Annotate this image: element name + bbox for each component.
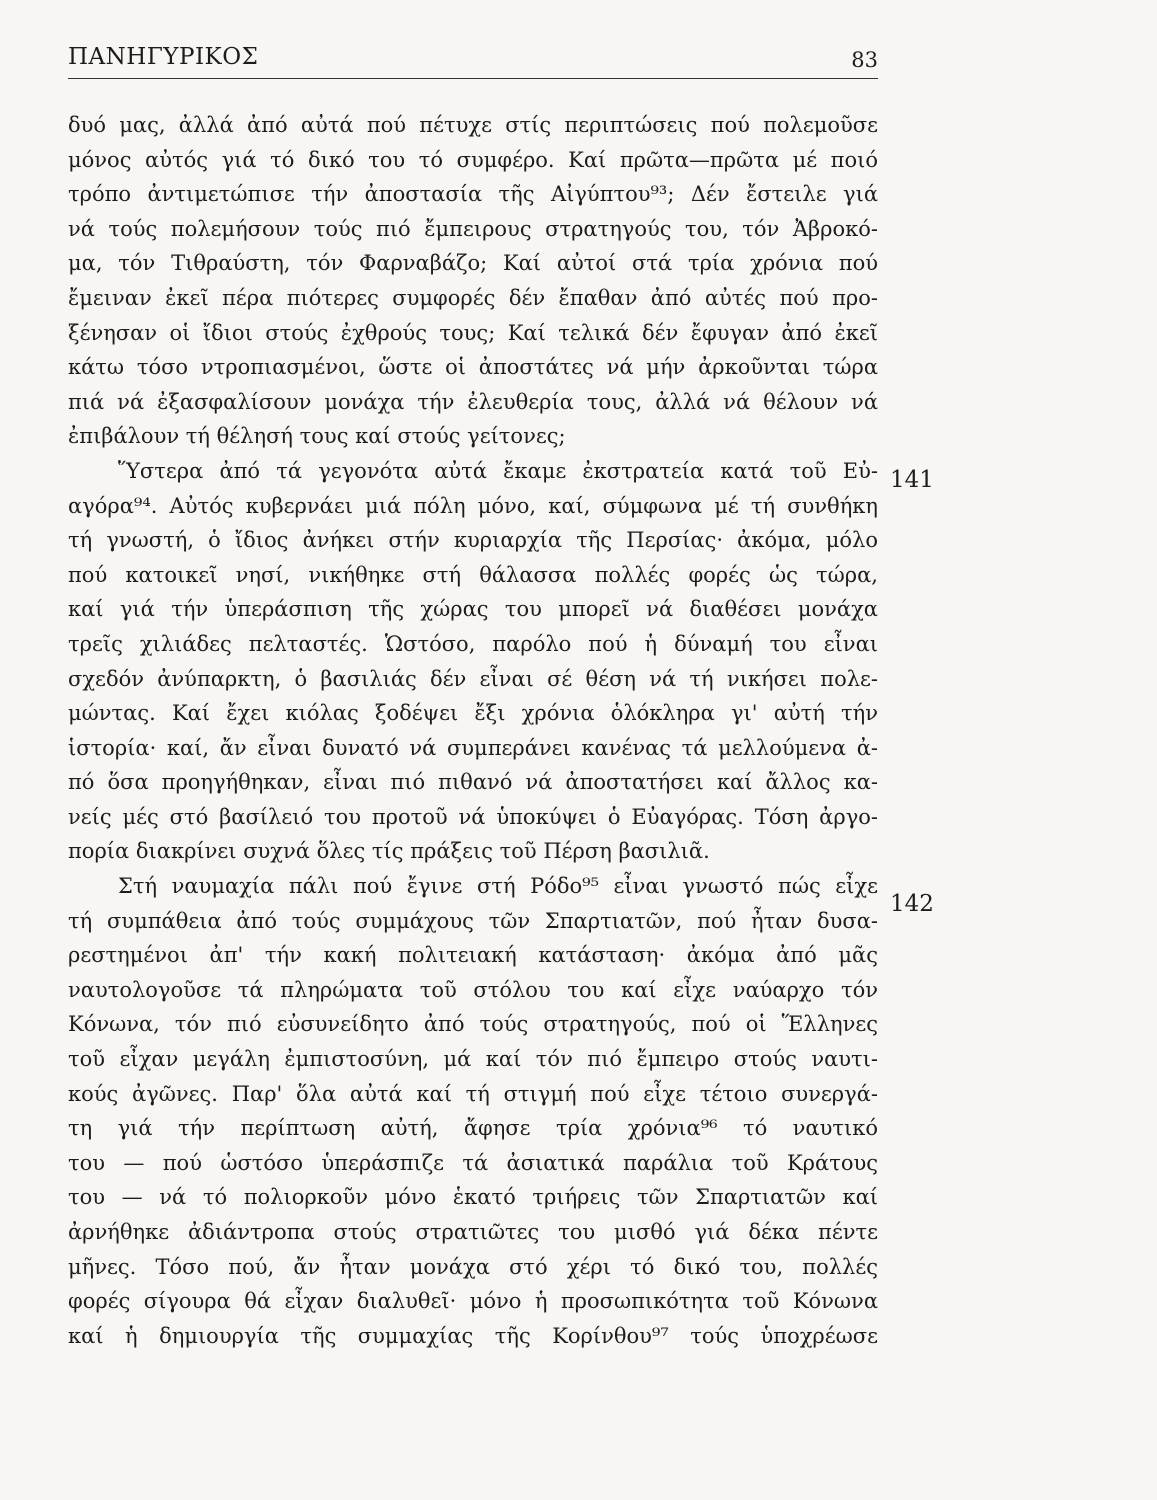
text-line: μόνος αὐτός γιά τό δικό του τό συμφέρο. Καί πρῶτα—πρῶτα μέ ποιό bbox=[68, 147, 878, 172]
running-title: ΠΑΝΗΓΥΡΙΚΟΣ bbox=[68, 44, 259, 70]
text-line: ξένησαν οἱ ἴδιοι στούς ἐχθρούς τους; Καί τελικά δέν ἔφυγαν ἀπό ἐκεῖ bbox=[68, 320, 878, 345]
section-number: 141 bbox=[890, 467, 934, 493]
text-line: ρεστημένοι ἀπ' τήν κακή πολιτειακή κατάσταση· ἀκόμα ἀπό μᾶς bbox=[68, 943, 878, 968]
text-line: ἐπιβάλουν τή θέλησή τους καί στούς γείτονες; bbox=[68, 424, 566, 449]
text-line: ἀρνήθηκε ἀδιάντροπα στούς στρατιῶτες του μισθό γιά δέκα πέντε bbox=[68, 1220, 878, 1244]
text-line: μα, τόν Τιθραύστη, τόν Φαρναβάζο; Καί αὐτοί στά τρία χρόνια πού bbox=[68, 251, 878, 276]
text-line: κούς ἀγῶνες. Παρ' ὅλα αὐτά καί τή στιγμή πού εἶχε τέτοιο συνεργά- bbox=[68, 1081, 878, 1106]
text-line: Στή ναυμαχία πάλι πού ἔγινε στή Ρόδο⁹⁵ εἶναι γνωστό πώς εἶχε bbox=[118, 874, 878, 899]
body-text bbox=[68, 108, 878, 1353]
text-line: μώντας. Καί ἔχει κιόλας ξοδέψει ἔξι χρόνια ὁλόκληρα γι' αὐτή τήν bbox=[68, 701, 878, 726]
text-line: τοῦ εἶχαν μεγάλη ἐμπιστοσύνη, μά καί τόν πιό ἔμπειρο στούς ναυτι- bbox=[68, 1047, 878, 1072]
text-line: καί γιά τήν ὑπεράσπιση τῆς χώρας του μπορεῖ νά διαθέσει μονάχα bbox=[68, 597, 878, 622]
text-line: καί ἡ δημιουργία τῆς συμμαχίας τῆς Κορίνθου⁹⁷ τούς ὑποχρέωσε bbox=[68, 1323, 878, 1348]
text-line: Κόνωνα, τόν πιό εὐσυνείδητο ἀπό τούς στρατηγούς, πού οἱ Ἕλληνες bbox=[68, 1012, 878, 1037]
running-head bbox=[68, 44, 878, 79]
text-line: τη γιά τήν περίπτωση αὐτή, ἄφησε τρία χρόνια⁹⁶ τό ναυτικό bbox=[68, 1116, 878, 1141]
paragraph-1 bbox=[68, 108, 878, 454]
text-line: του — νά τό πολιορκοῦν μόνο ἑκατό τριήρεις τῶν Σπαρτιατῶν καί bbox=[68, 1185, 878, 1210]
text-line: αγόρα⁹⁴. Αὐτός κυβερνάει μιά πόλη μόνο, καί, σύμφωνα μέ τή συνθήκη bbox=[68, 493, 878, 518]
text-line: κάτω τόσο ντροπιασμένοι, ὥστε οἱ ἀποστάτες νά μήν ἀρκοῦνται τώρα bbox=[68, 355, 878, 380]
text-line: πού κατοικεῖ νησί, νικήθηκε στή θάλασσα πολλές φορές ὡς τώρα, bbox=[68, 562, 878, 587]
text-line: του — πού ὡστόσο ὑπεράσπιζε τά ἀσιατικά παράλια τοῦ Κράτους bbox=[68, 1150, 878, 1175]
text-line: τή γνωστή, ὁ ἴδιος ἀνήκει στήν κυριαρχία τῆς Περσίας· ἀκόμα, μόλο bbox=[68, 528, 878, 553]
text-line: ἔμειναν ἐκεῖ πέρα πιότερες συμφορές δέν ἔπαθαν ἀπό αὐτές πού προ- bbox=[68, 285, 878, 310]
text-line: ναυτολογοῦσε τά πληρώματα τοῦ στόλου του καί εἶχε ναύαρχο τόν bbox=[68, 977, 878, 1002]
text-line: δυό μας, ἀλλά ἀπό αὐτά πού πέτυχε στίς περιπτώσεις πού πολεμοῦσε bbox=[68, 113, 878, 137]
section-number: 142 bbox=[890, 891, 934, 917]
text-line: φορές σίγουρα θά εἶχαν διαλυθεῖ· μόνο ἡ προσωπικότητα τοῦ Κόνωνα bbox=[68, 1289, 878, 1314]
text-line: τή συμπάθεια ἀπό τούς συμμάχους τῶν Σπαρτιατῶν, πού ἦταν δυσα- bbox=[68, 908, 878, 933]
paragraph-2 bbox=[68, 454, 878, 869]
text-line: σχεδόν ἀνύπαρκτη, ὁ βασιλιάς δέν εἶναι σέ θέση νά τή νικήσει πολε- bbox=[68, 666, 878, 691]
text-line: τρόπο ἀντιμετώπισε τήν ἀποστασία τῆς Αἰγύπτου⁹³; Δέν ἔστειλε γιά bbox=[68, 182, 878, 207]
text-line: πορία διακρίνει συχνά ὅλες τίς πράξεις τοῦ Πέρση βασιλιᾶ. bbox=[68, 839, 710, 864]
text-line: ἱστορία· καί, ἄν εἶναι δυνατό νά συμπεράνει κανένας τά μελλούμενα ἀ- bbox=[68, 735, 878, 760]
page-number: 83 bbox=[851, 48, 878, 72]
text-line: Ὕστερα ἀπό τά γεγονότα αὐτά ἔκαμε ἐκστρατεία κατά τοῦ Εὐ- bbox=[118, 458, 878, 483]
text-line: μῆνες. Τόσο πού, ἄν ἦταν μονάχα στό χέρι τό δικό του, πολλές bbox=[68, 1254, 878, 1279]
text-line: νά τούς πολεμήσουν τούς πιό ἔμπειρους στρατηγούς του, τόν Ἀβροκό- bbox=[68, 216, 878, 241]
text-line: νείς μές στό βασίλειό του προτοῦ νά ὑποκύψει ὁ Εὐαγόρας. Τόση ἀργο- bbox=[68, 804, 878, 829]
text-line: πιά νά ἐξασφαλίσουν μονάχα τήν ἐλευθερία τους, ἀλλά νά θέλουν νά bbox=[68, 389, 878, 414]
text-line: τρεῖς χιλιάδες πελταστές. Ὡστόσο, παρόλο πού ἡ δύναμή του εἶναι bbox=[68, 631, 878, 656]
text-line: πό ὅσα προηγήθηκαν, εἶναι πιό πιθανό νά ἀποστατήσει καί ἄλλος κα- bbox=[68, 770, 878, 795]
paragraph-3 bbox=[68, 869, 878, 1353]
